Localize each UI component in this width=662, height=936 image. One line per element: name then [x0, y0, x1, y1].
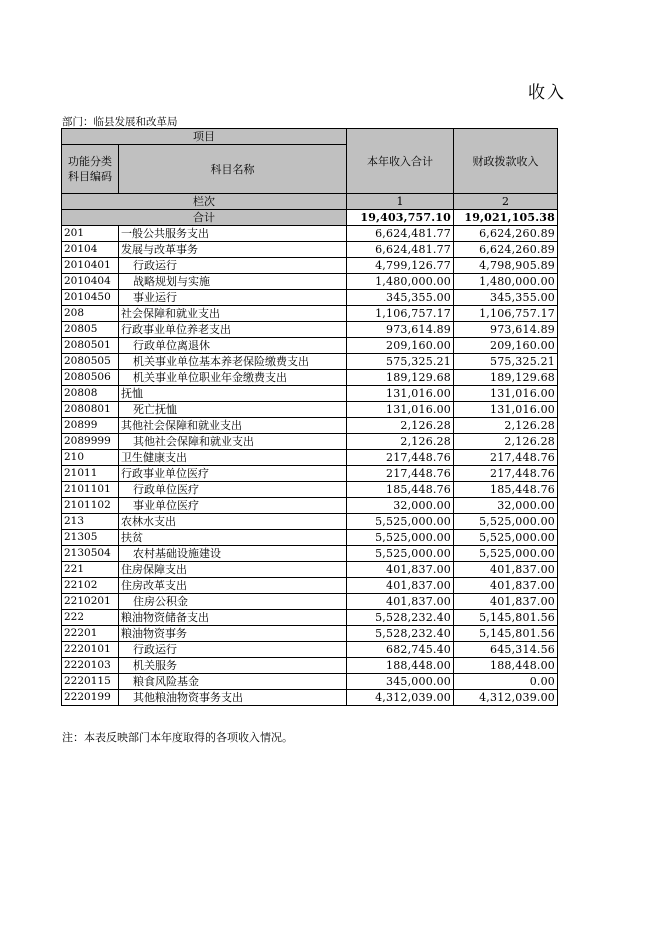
row-code: 222: [62, 610, 119, 626]
row-subject-name: 住房公积金: [119, 594, 347, 610]
row-subject-name: 抚恤: [119, 386, 347, 402]
row-fiscal-allocation: 0.00: [454, 674, 558, 690]
table-row: [62, 242, 558, 258]
row-code: 2080506: [62, 370, 119, 386]
row-subject-name: 住房保障支出: [119, 562, 347, 578]
row-income-total: 188,448.00: [347, 658, 454, 674]
row-code: 2010450: [62, 290, 119, 306]
row-code: 21305: [62, 530, 119, 546]
row-income-total: 4,312,039.00: [347, 690, 454, 706]
row-fiscal-allocation: 5,145,801.56: [454, 626, 558, 642]
row-subject-name: 扶贫: [119, 530, 347, 546]
table-row: [62, 626, 558, 642]
row-subject-name: 行政事业单位医疗: [119, 466, 347, 482]
row-code: 21011: [62, 466, 119, 482]
row-fiscal-allocation: 1,480,000.00: [454, 274, 558, 290]
row-fiscal-allocation: 32,000.00: [454, 498, 558, 514]
row-income-total: 2,126.28: [347, 418, 454, 434]
row-subject-name: 其他社会保障和就业支出: [119, 418, 347, 434]
row-income-total: 217,448.76: [347, 450, 454, 466]
table-row: [62, 690, 558, 706]
row-code: 2220103: [62, 658, 119, 674]
table-row: [62, 354, 558, 370]
table-row: [62, 466, 558, 482]
row-code: 2101101: [62, 482, 119, 498]
table-row: [62, 546, 558, 562]
row-income-total: 5,525,000.00: [347, 546, 454, 562]
row-subject-name: 行政单位离退休: [119, 338, 347, 354]
row-subject-name: 社会保障和就业支出: [119, 306, 347, 322]
row-subject-name: 农村基础设施建设: [119, 546, 347, 562]
table-row: [62, 290, 558, 306]
row-income-total: 185,448.76: [347, 482, 454, 498]
row-income-total: 401,837.00: [347, 562, 454, 578]
table-row: [62, 226, 558, 242]
lanci-2: 2: [454, 194, 558, 210]
row-income-total: 5,525,000.00: [347, 530, 454, 546]
row-code: 2010404: [62, 274, 119, 290]
row-subject-name: 卫生健康支出: [119, 450, 347, 466]
row-fiscal-allocation: 345,355.00: [454, 290, 558, 306]
row-subject-name: 一般公共服务支出: [119, 226, 347, 242]
header-subject-name: 科目名称: [119, 145, 347, 194]
table-row: [62, 578, 558, 594]
row-code: 2010401: [62, 258, 119, 274]
row-fiscal-allocation: 6,624,260.89: [454, 242, 558, 258]
header-col1: 本年收入合计: [347, 129, 454, 194]
table-row: [62, 338, 558, 354]
header-row-item: [62, 129, 558, 145]
row-code: 20104: [62, 242, 119, 258]
row-code: 2130504: [62, 546, 119, 562]
row-income-total: 1,480,000.00: [347, 274, 454, 290]
row-subject-name: 死亡抚恤: [119, 402, 347, 418]
table-row: [62, 274, 558, 290]
row-income-total: 209,160.00: [347, 338, 454, 354]
row-subject-name: 事业单位医疗: [119, 498, 347, 514]
row-code: 2220101: [62, 642, 119, 658]
table-row: [62, 642, 558, 658]
row-fiscal-allocation: 217,448.76: [454, 466, 558, 482]
row-code: 213: [62, 514, 119, 530]
row-fiscal-allocation: 401,837.00: [454, 578, 558, 594]
table-row: [62, 322, 558, 338]
row-income-total: 345,355.00: [347, 290, 454, 306]
row-code: 2101102: [62, 498, 119, 514]
table-row: [62, 418, 558, 434]
row-fiscal-allocation: 575,325.21: [454, 354, 558, 370]
row-subject-name: 机关事业单位职业年金缴费支出: [119, 370, 347, 386]
row-fiscal-allocation: 2,126.28: [454, 418, 558, 434]
lanci-1: 1: [347, 194, 454, 210]
row-subject-name: 粮油物资事务: [119, 626, 347, 642]
total-row: [62, 210, 558, 226]
row-code: 2220115: [62, 674, 119, 690]
header-func-code: 功能分类 科目编码: [62, 145, 119, 194]
table-row: [62, 434, 558, 450]
row-subject-name: 粮油物资储备支出: [119, 610, 347, 626]
row-fiscal-allocation: 401,837.00: [454, 594, 558, 610]
row-income-total: 575,325.21: [347, 354, 454, 370]
row-income-total: 4,799,126.77: [347, 258, 454, 274]
row-income-total: 217,448.76: [347, 466, 454, 482]
row-fiscal-allocation: 5,525,000.00: [454, 530, 558, 546]
total-col1: 19,403,757.10: [347, 210, 454, 226]
table-row: [62, 258, 558, 274]
row-code: 22201: [62, 626, 119, 642]
row-code: 2220199: [62, 690, 119, 706]
row-income-total: 682,745.40: [347, 642, 454, 658]
row-fiscal-allocation: 131,016.00: [454, 386, 558, 402]
row-code: 201: [62, 226, 119, 242]
lanci-row: [62, 194, 558, 210]
row-subject-name: 行政运行: [119, 258, 347, 274]
row-income-total: 6,624,481.77: [347, 242, 454, 258]
row-subject-name: 事业运行: [119, 290, 347, 306]
row-code: 2089999: [62, 434, 119, 450]
table-row: [62, 450, 558, 466]
row-fiscal-allocation: 4,798,905.89: [454, 258, 558, 274]
table-row: [62, 370, 558, 386]
total-col2: 19,021,105.38: [454, 210, 558, 226]
row-subject-name: 行政事业单位养老支出: [119, 322, 347, 338]
row-income-total: 131,016.00: [347, 386, 454, 402]
row-fiscal-allocation: 185,448.76: [454, 482, 558, 498]
row-code: 221: [62, 562, 119, 578]
row-income-total: 189,129.68: [347, 370, 454, 386]
table-row: [62, 386, 558, 402]
row-fiscal-allocation: 401,837.00: [454, 562, 558, 578]
row-fiscal-allocation: 209,160.00: [454, 338, 558, 354]
row-subject-name: 农林水支出: [119, 514, 347, 530]
row-code: 20805: [62, 322, 119, 338]
row-income-total: 973,614.89: [347, 322, 454, 338]
row-income-total: 401,837.00: [347, 594, 454, 610]
row-code: 2080505: [62, 354, 119, 370]
row-fiscal-allocation: 973,614.89: [454, 322, 558, 338]
income-table: [61, 128, 558, 706]
row-subject-name: 住房改革支出: [119, 578, 347, 594]
row-subject-name: 粮食风险基金: [119, 674, 347, 690]
table-row: [62, 594, 558, 610]
row-code: 20808: [62, 386, 119, 402]
table-row: [62, 402, 558, 418]
header-col2: 财政拨款收入: [454, 129, 558, 194]
footnote: 注：本表反映部门本年度取得的各项收入情况。: [62, 731, 293, 744]
row-subject-name: 机关事业单位基本养老保险缴费支出: [119, 354, 347, 370]
row-fiscal-allocation: 6,624,260.89: [454, 226, 558, 242]
table-row: [62, 514, 558, 530]
row-fiscal-allocation: 189,129.68: [454, 370, 558, 386]
total-label: 合计: [62, 210, 347, 226]
row-income-total: 1,106,757.17: [347, 306, 454, 322]
table-row: [62, 530, 558, 546]
row-subject-name: 行政运行: [119, 642, 347, 658]
row-fiscal-allocation: 5,525,000.00: [454, 514, 558, 530]
row-subject-name: 行政单位医疗: [119, 482, 347, 498]
row-fiscal-allocation: 2,126.28: [454, 434, 558, 450]
row-code: 208: [62, 306, 119, 322]
row-income-total: 2,126.28: [347, 434, 454, 450]
row-fiscal-allocation: 5,525,000.00: [454, 546, 558, 562]
row-income-total: 5,528,232.40: [347, 626, 454, 642]
row-subject-name: 其他粮油物资事务支出: [119, 690, 347, 706]
table-row: [62, 306, 558, 322]
table-row: [62, 562, 558, 578]
row-fiscal-allocation: 1,106,757.17: [454, 306, 558, 322]
row-subject-name: 战略规划与实施: [119, 274, 347, 290]
row-code: 20899: [62, 418, 119, 434]
row-fiscal-allocation: 217,448.76: [454, 450, 558, 466]
row-code: 210: [62, 450, 119, 466]
department-label: 部门：临县发展和改革局: [62, 116, 178, 128]
table-row: [62, 498, 558, 514]
row-code: 2210201: [62, 594, 119, 610]
row-income-total: 6,624,481.77: [347, 226, 454, 242]
row-income-total: 5,528,232.40: [347, 610, 454, 626]
row-fiscal-allocation: 5,145,801.56: [454, 610, 558, 626]
lanci-label: 栏次: [62, 194, 347, 210]
table-row: [62, 610, 558, 626]
row-income-total: 401,837.00: [347, 578, 454, 594]
row-fiscal-allocation: 645,314.56: [454, 642, 558, 658]
row-income-total: 345,000.00: [347, 674, 454, 690]
row-code: 2080801: [62, 402, 119, 418]
table-row: [62, 658, 558, 674]
page-title: 收入: [528, 83, 566, 103]
row-code: 22102: [62, 578, 119, 594]
row-income-total: 32,000.00: [347, 498, 454, 514]
row-income-total: 131,016.00: [347, 402, 454, 418]
row-subject-name: 机关服务: [119, 658, 347, 674]
header-item: 项目: [62, 129, 347, 145]
row-fiscal-allocation: 131,016.00: [454, 402, 558, 418]
row-subject-name: 其他社会保障和就业支出: [119, 434, 347, 450]
row-code: 2080501: [62, 338, 119, 354]
row-fiscal-allocation: 4,312,039.00: [454, 690, 558, 706]
table-row: [62, 482, 558, 498]
row-subject-name: 发展与改革事务: [119, 242, 347, 258]
row-income-total: 5,525,000.00: [347, 514, 454, 530]
table-row: [62, 674, 558, 690]
row-fiscal-allocation: 188,448.00: [454, 658, 558, 674]
